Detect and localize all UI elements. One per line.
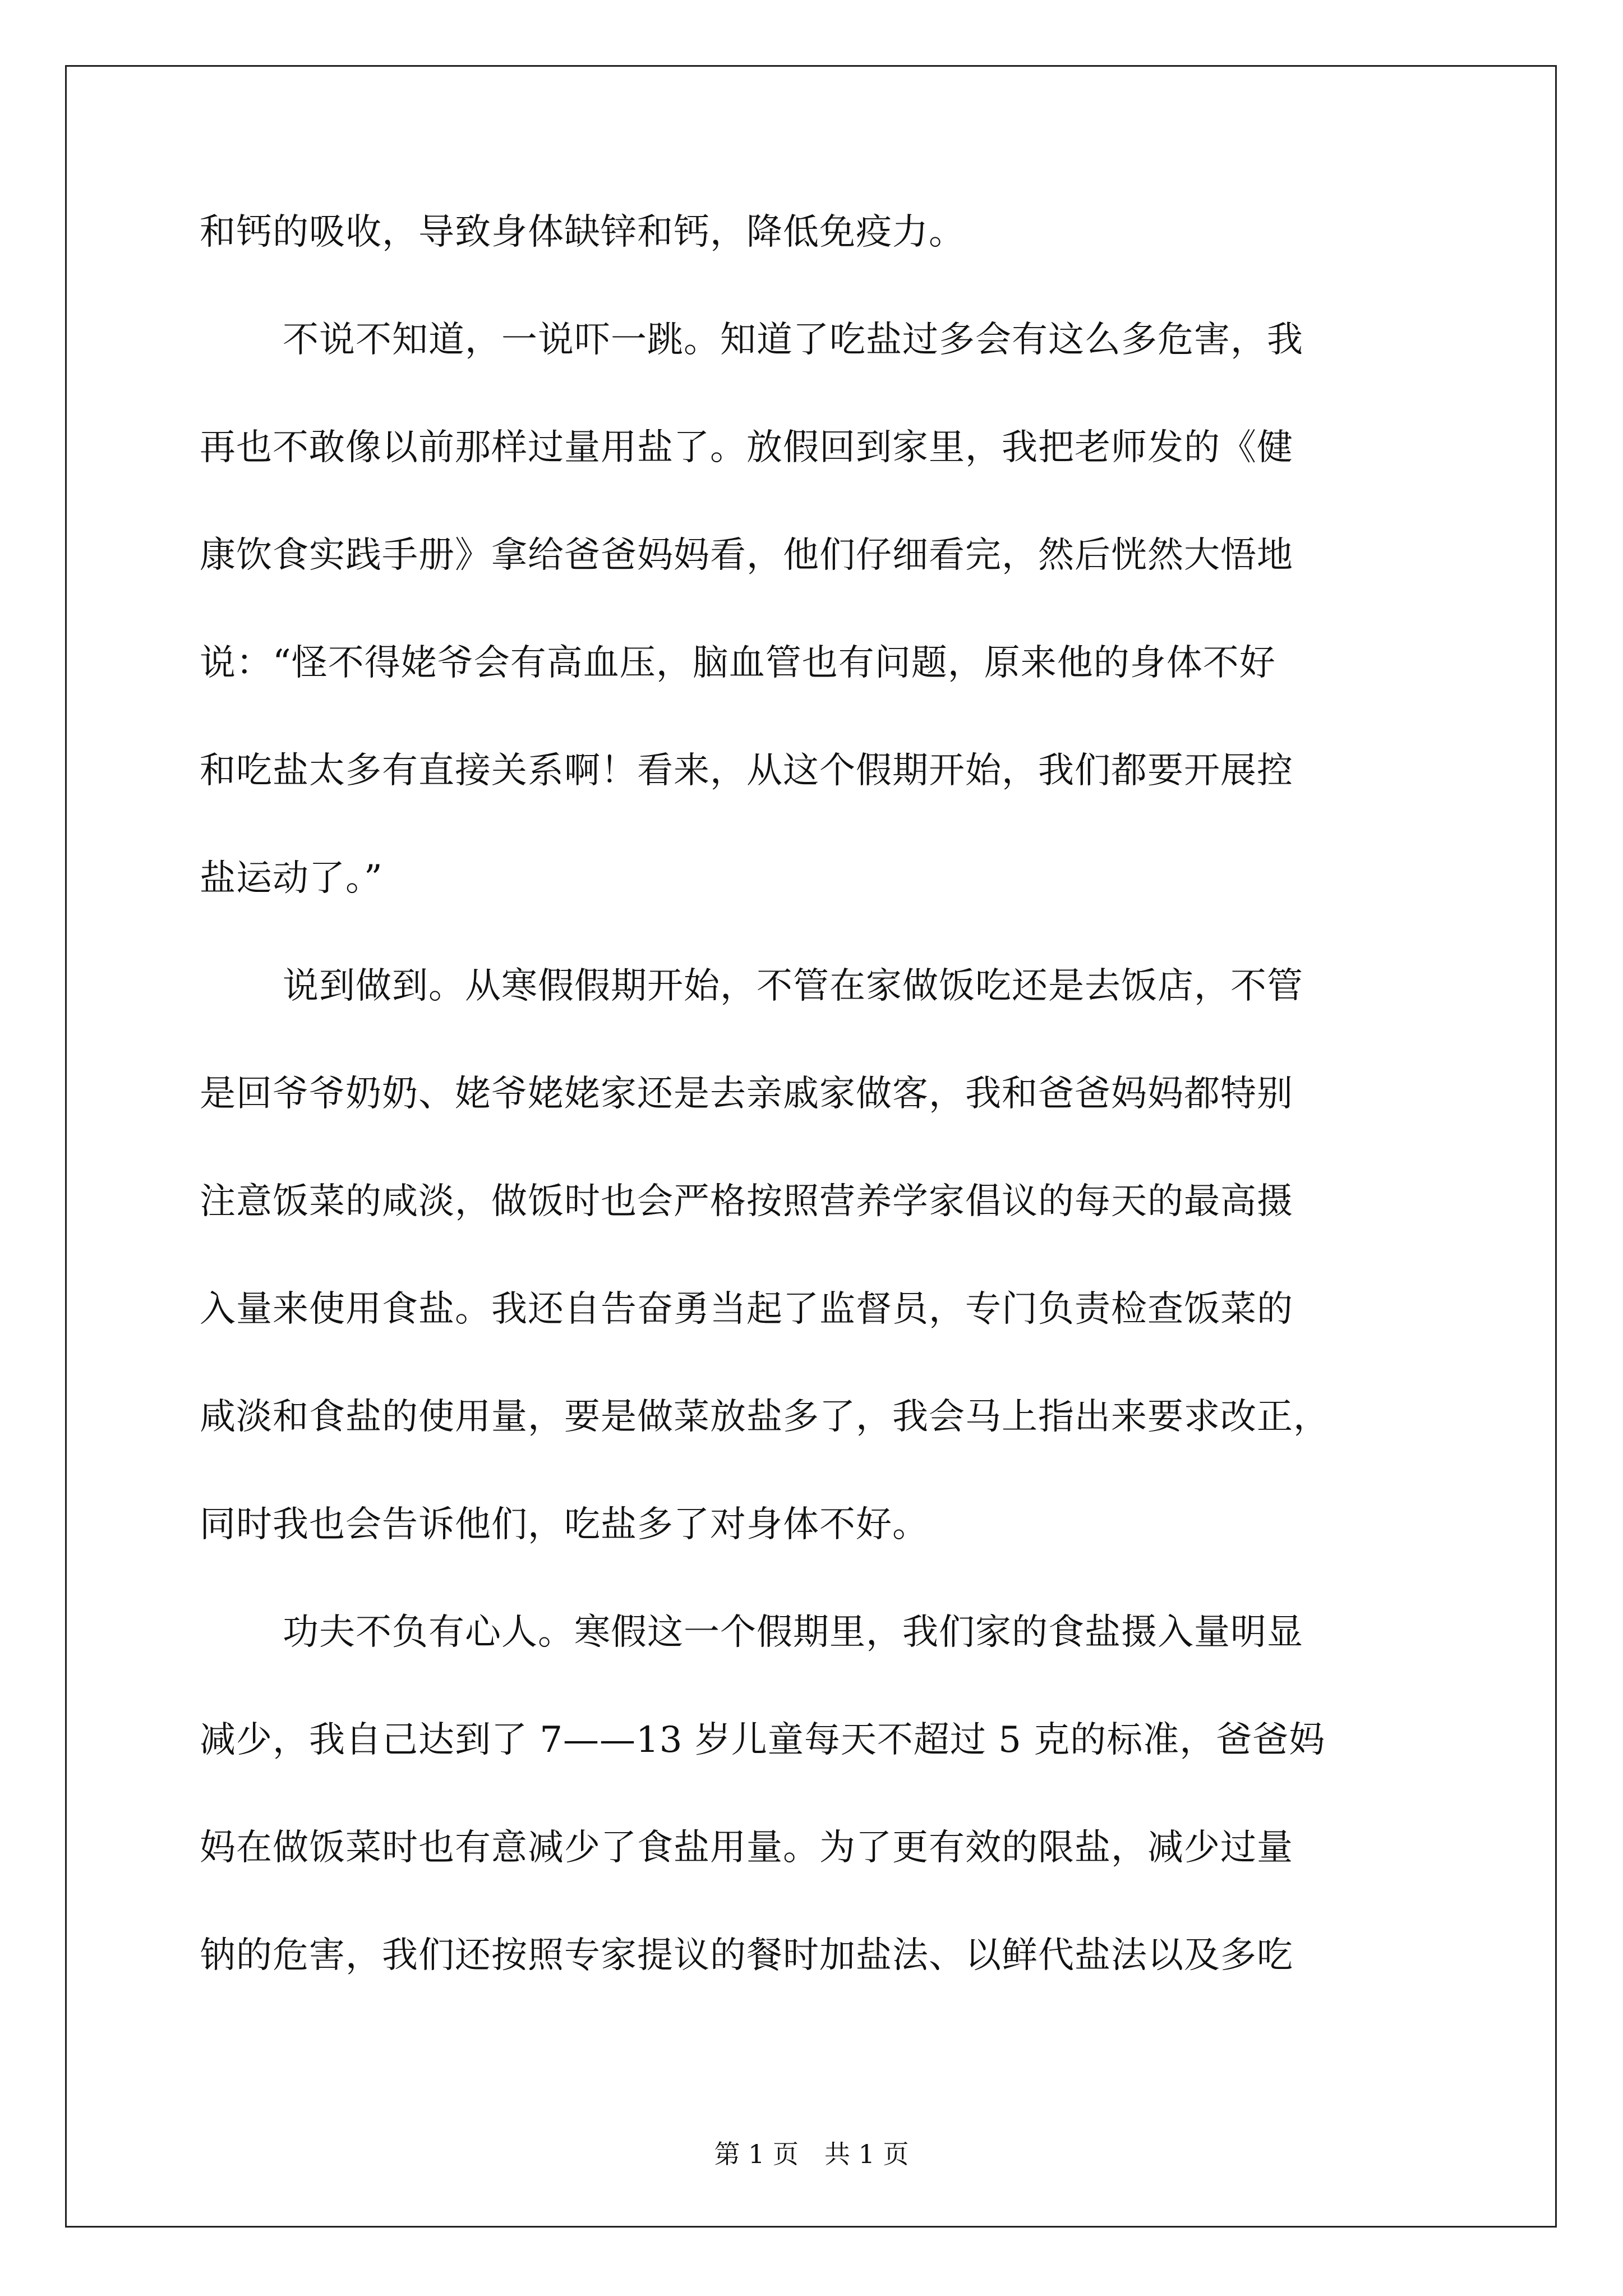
text-line: 再也不敢像以前那样过量用盐了。放假回到家里，我把老师发的《健 <box>200 427 1293 468</box>
text-line: 入量来使用食盐。我还自告奋勇当起了监督员，专门负责检查饭菜的 <box>200 1289 1293 1330</box>
document-body <box>200 178 1433 2009</box>
text-line: 同时我也会告诉他们，吃盐多了对身体不好。 <box>200 1504 929 1545</box>
text-line: 钠的危害，我们还按照专家提议的餐时加盐法、以鲜代盐法以及多吃 <box>200 1935 1293 1976</box>
page-number: 第 1 页 共 1 页 <box>714 2139 909 2169</box>
text-line: 康饮食实践手册》拿给爸爸妈妈看，他们仔细看完，然后恍然大悟地 <box>200 535 1293 576</box>
page-footer <box>0 2137 1623 2171</box>
text-line: 不说不知道，一说吓一跳。知道了吃盐过多会有这么多危害，我 <box>283 319 1303 361</box>
text-line: 注意饭菜的咸淡，做饭时也会严格按照营养学家倡议的每天的最高摄 <box>200 1181 1293 1222</box>
text-line: 是回爷爷奶奶、姥爷姥姥家还是去亲戚家做客，我和爸爸妈妈都特别 <box>200 1073 1293 1115</box>
text-line: 盐运动了。” <box>200 858 383 899</box>
text-line: 减少，我自己达到了 7——13 岁儿童每天不超过 5 克的标准，爸爸妈 <box>200 1719 1326 1761</box>
text-line: 功夫不负有心人。寒假这一个假期里，我们家的食盐摄入量明显 <box>283 1612 1303 1653</box>
text-line: 妈在做饭菜时也有意减少了食盐用量。为了更有效的限盐，减少过量 <box>200 1827 1293 1869</box>
text-line: 说：“怪不得姥爷会有高血压，脑血管也有问题，原来他的身体不好 <box>200 642 1276 684</box>
text-line: 和钙的吸收，导致身体缺锌和钙，降低免疫力。 <box>200 211 965 253</box>
text-line: 说到做到。从寒假假期开始，不管在家做饭吃还是去饭店，不管 <box>283 965 1303 1007</box>
text-line: 咸淡和食盐的使用量，要是做菜放盐多了，我会马上指出来要求改正， <box>200 1396 1330 1438</box>
text-line: 和吃盐太多有直接关系啊！看来，从这个假期开始，我们都要开展控 <box>200 750 1293 792</box>
